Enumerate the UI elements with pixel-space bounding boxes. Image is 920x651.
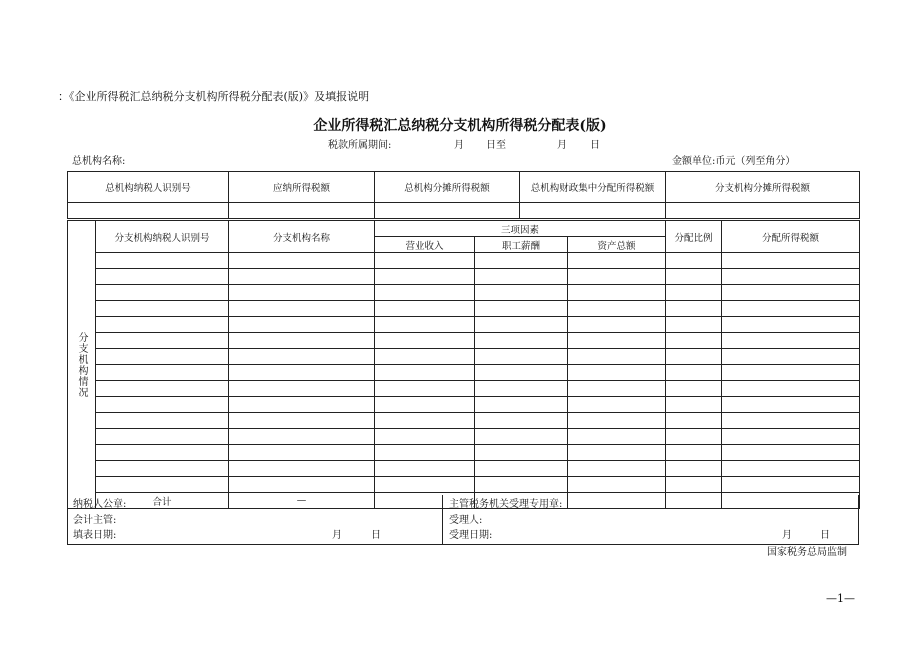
branch-name-header: 分支机构名称 — [229, 221, 375, 253]
three-factors-header: 三项因素 — [375, 221, 666, 237]
branch-share-tax-cell[interactable] — [666, 203, 860, 219]
branch-taxpayer-id-cell[interactable] — [96, 381, 229, 397]
branch-name-cell[interactable] — [229, 285, 375, 301]
revenue-cell[interactable] — [375, 461, 475, 477]
branch-name-cell[interactable] — [229, 317, 375, 333]
receive-date-label: 受理日期: — [449, 530, 493, 541]
allocated-tax-cell[interactable] — [722, 429, 860, 445]
supervisor-note: 国家税务总局监制 — [767, 547, 847, 558]
allocation-ratio-cell[interactable] — [666, 301, 722, 317]
total-assets-cell[interactable] — [568, 381, 666, 397]
salary-header: 职工薪酬 — [475, 237, 568, 253]
branch-name-cell[interactable] — [229, 381, 375, 397]
total-assets-cell[interactable] — [568, 333, 666, 349]
branch-taxpayer-id-cell[interactable] — [96, 413, 229, 429]
salary-cell[interactable] — [475, 365, 568, 381]
total-assets-cell[interactable] — [568, 365, 666, 381]
total-assets-cell[interactable] — [568, 429, 666, 445]
branch-row — [68, 477, 860, 493]
branch-name-cell[interactable] — [229, 333, 375, 349]
allocated-tax-cell[interactable] — [722, 253, 860, 269]
branch-taxpayer-id-header: 分支机构纳税人识别号 — [96, 221, 229, 253]
hq-taxpayer-id-cell[interactable] — [68, 203, 229, 219]
revenue-cell[interactable] — [375, 429, 475, 445]
salary-cell[interactable] — [475, 477, 568, 493]
allocated-tax-cell[interactable] — [722, 365, 860, 381]
amount-unit: 金额单位:币元（列至角分） — [672, 156, 796, 167]
salary-cell[interactable] — [475, 413, 568, 429]
branch-name-cell[interactable] — [229, 477, 375, 493]
hq-share-tax-cell[interactable] — [375, 203, 520, 219]
branch-name-cell[interactable] — [229, 253, 375, 269]
branch-taxpayer-id-cell[interactable] — [96, 333, 229, 349]
revenue-cell[interactable] — [375, 253, 475, 269]
branch-name-cell[interactable] — [229, 365, 375, 381]
hq-fiscal-central-tax-header: 总机构财政集中分配所得税额 — [520, 172, 666, 203]
allocated-tax-cell[interactable] — [722, 333, 860, 349]
form-title: 企业所得税汇总纳税分支机构所得税分配表(版) — [313, 118, 607, 134]
revenue-cell[interactable] — [375, 397, 475, 413]
allocated-tax-cell[interactable] — [722, 477, 860, 493]
branch-row — [68, 253, 860, 269]
branch-name-cell[interactable] — [229, 269, 375, 285]
revenue-cell[interactable] — [375, 349, 475, 365]
footer-divider — [442, 495, 443, 544]
hq-table — [67, 171, 860, 219]
revenue-header: 营业收入 — [375, 237, 475, 253]
branch-name-cell[interactable] — [229, 413, 375, 429]
hq-name-label: 总机构名称: — [72, 156, 126, 167]
branch-side-label: 分支机构情况 — [68, 221, 96, 509]
fill-date-day: 日 — [371, 530, 381, 541]
branch-taxpayer-id-cell[interactable] — [96, 429, 229, 445]
allocation-ratio-cell[interactable] — [666, 381, 722, 397]
total-assets-cell[interactable] — [568, 445, 666, 461]
allocation-ratio-cell[interactable] — [666, 253, 722, 269]
branch-row — [68, 333, 860, 349]
receive-date-month: 月 — [782, 530, 792, 541]
branch-taxpayer-id-cell[interactable] — [96, 285, 229, 301]
period-month-start: 月 — [454, 140, 464, 151]
branch-row — [68, 397, 860, 413]
branch-table — [67, 220, 860, 509]
salary-cell[interactable] — [475, 429, 568, 445]
branch-row — [68, 461, 860, 477]
salary-cell[interactable] — [475, 253, 568, 269]
allocation-ratio-cell[interactable] — [666, 285, 722, 301]
allocation-ratio-cell[interactable] — [666, 413, 722, 429]
revenue-cell[interactable] — [375, 365, 475, 381]
receive-date-day: 日 — [820, 530, 830, 541]
salary-cell[interactable] — [475, 445, 568, 461]
total-assets-cell[interactable] — [568, 477, 666, 493]
branch-row — [68, 317, 860, 333]
branch-row — [68, 429, 860, 445]
allocation-ratio-cell[interactable] — [666, 477, 722, 493]
salary-cell[interactable] — [475, 269, 568, 285]
allocation-ratio-cell[interactable] — [666, 269, 722, 285]
revenue-cell[interactable] — [375, 477, 475, 493]
allocation-ratio-header: 分配比例 — [666, 221, 722, 253]
revenue-cell[interactable] — [375, 285, 475, 301]
allocated-tax-cell[interactable] — [722, 381, 860, 397]
total-assets-cell[interactable] — [568, 461, 666, 477]
allocated-tax-cell[interactable] — [722, 317, 860, 333]
period-day-start: 日至 — [486, 140, 506, 151]
revenue-cell[interactable] — [375, 413, 475, 429]
allocated-tax-cell[interactable] — [722, 301, 860, 317]
salary-cell[interactable] — [475, 381, 568, 397]
branch-header-row — [68, 221, 860, 237]
allocated-tax-cell[interactable] — [722, 445, 860, 461]
branch-share-tax-header: 分支机构分摊所得税额 — [666, 172, 860, 203]
authority-seal-label: 主管税务机关受理专用章: — [449, 499, 563, 510]
branch-name-cell[interactable] — [229, 445, 375, 461]
total-assets-cell[interactable] — [568, 317, 666, 333]
salary-cell[interactable] — [475, 333, 568, 349]
branch-taxpayer-id-cell[interactable] — [96, 445, 229, 461]
branch-row — [68, 349, 860, 365]
branch-taxpayer-id-cell[interactable] — [96, 461, 229, 477]
fill-date-month: 月 — [332, 530, 342, 541]
hq-taxpayer-id-header: 总机构纳税人识别号 — [68, 172, 229, 203]
receiver-label: 受理人: — [449, 515, 483, 526]
allocated-tax-cell[interactable] — [722, 269, 860, 285]
revenue-cell[interactable] — [375, 333, 475, 349]
salary-cell[interactable] — [475, 301, 568, 317]
allocation-ratio-cell[interactable] — [666, 333, 722, 349]
total-name-cell: — — [229, 493, 375, 509]
total-assets-cell[interactable] — [568, 349, 666, 365]
period-month-end: 月 — [557, 140, 567, 151]
hq-value-row — [68, 203, 860, 219]
branch-name-cell[interactable] — [229, 301, 375, 317]
period-label: 税款所属期间: — [328, 140, 392, 151]
revenue-cell[interactable] — [375, 381, 475, 397]
branch-row — [68, 365, 860, 381]
allocation-ratio-cell[interactable] — [666, 461, 722, 477]
revenue-cell[interactable] — [375, 269, 475, 285]
branch-row — [68, 445, 860, 461]
branch-taxpayer-id-cell[interactable] — [96, 269, 229, 285]
branch-name-cell[interactable] — [229, 461, 375, 477]
total-assets-cell[interactable] — [568, 253, 666, 269]
hq-payable-tax-header: 应纳所得税额 — [229, 172, 375, 203]
branch-taxpayer-id-cell[interactable] — [96, 477, 229, 493]
page-number: —1— — [826, 592, 855, 605]
branch-name-cell[interactable] — [229, 349, 375, 365]
branch-taxpayer-id-cell[interactable] — [96, 317, 229, 333]
total-assets-cell[interactable] — [568, 285, 666, 301]
total-assets-header: 资产总额 — [568, 237, 666, 253]
branch-row — [68, 301, 860, 317]
signature-footer — [67, 495, 859, 545]
allocation-ratio-cell[interactable] — [666, 429, 722, 445]
branch-taxpayer-id-cell[interactable] — [96, 349, 229, 365]
branch-name-cell[interactable] — [229, 397, 375, 413]
salary-cell[interactable] — [475, 317, 568, 333]
total-assets-cell[interactable] — [568, 413, 666, 429]
allocation-ratio-cell[interactable] — [666, 317, 722, 333]
allocated-tax-cell[interactable] — [722, 413, 860, 429]
total-assets-cell[interactable] — [568, 397, 666, 413]
branch-name-cell[interactable] — [229, 429, 375, 445]
branch-row — [68, 285, 860, 301]
allocation-ratio-cell[interactable] — [666, 445, 722, 461]
hq-payable-tax-cell[interactable] — [229, 203, 375, 219]
period-day-end: 日 — [590, 140, 600, 151]
allocated-tax-cell[interactable] — [722, 397, 860, 413]
branch-taxpayer-id-cell[interactable] — [96, 301, 229, 317]
allocation-ratio-cell[interactable] — [666, 349, 722, 365]
allocation-ratio-cell[interactable] — [666, 365, 722, 381]
branch-row — [68, 413, 860, 429]
allocated-tax-cell[interactable] — [722, 461, 860, 477]
hq-fiscal-central-tax-cell[interactable] — [520, 203, 666, 219]
salary-cell[interactable] — [475, 349, 568, 365]
revenue-cell[interactable] — [375, 301, 475, 317]
fill-date-label: 填表日期: — [73, 530, 117, 541]
document-caption: ：《企业所得税汇总纳税分支机构所得税分配表(版)》及填报说明 — [58, 90, 370, 103]
salary-cell[interactable] — [475, 285, 568, 301]
branch-row — [68, 269, 860, 285]
revenue-cell[interactable] — [375, 445, 475, 461]
total-assets-cell[interactable] — [568, 301, 666, 317]
hq-share-tax-header: 总机构分摊所得税额 — [375, 172, 520, 203]
taxpayer-seal-label: 纳税人公章: — [73, 499, 127, 510]
branch-row — [68, 381, 860, 397]
allocated-tax-cell[interactable] — [722, 349, 860, 365]
allocation-ratio-cell[interactable] — [666, 397, 722, 413]
allocated-tax-header: 分配所得税额 — [722, 221, 860, 253]
total-assets-cell[interactable] — [568, 269, 666, 285]
salary-cell[interactable] — [475, 461, 568, 477]
allocated-tax-cell[interactable] — [722, 285, 860, 301]
total-label: 合计 — [96, 493, 229, 509]
hq-header-row — [68, 172, 860, 203]
branch-taxpayer-id-cell[interactable] — [96, 397, 229, 413]
accountant-label: 会计主管: — [73, 515, 117, 526]
revenue-cell[interactable] — [375, 317, 475, 333]
branch-taxpayer-id-cell[interactable] — [96, 365, 229, 381]
salary-cell[interactable] — [475, 397, 568, 413]
branch-taxpayer-id-cell[interactable] — [96, 253, 229, 269]
